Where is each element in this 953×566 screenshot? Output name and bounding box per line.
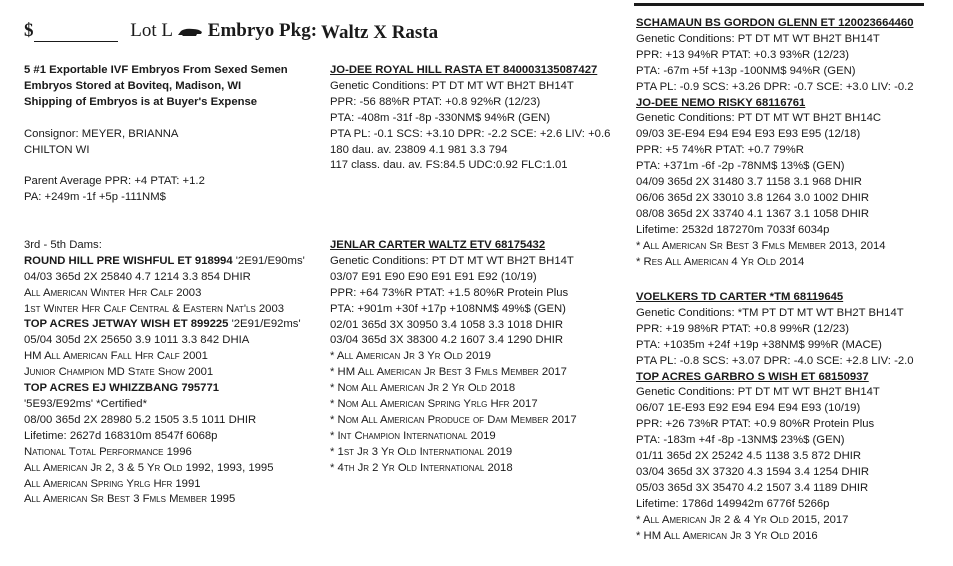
sire-of-dam-name: VOELKERS TD CARTER *TM 68119645 [636, 291, 844, 303]
dam-of-sire-record: 04/09 365d 2X 31480 3.7 1158 3.1 968 DHIR [636, 176, 862, 189]
right-column [636, 16, 914, 271]
dam3-award: All American Sr Best 3 Fmls Member 1995 [24, 493, 236, 506]
consignor-location: CHILTON WI [24, 143, 90, 156]
dam3-award: All American Spring Yrlg Hfr 1991 [24, 477, 201, 490]
dam2-score: '2E91/E92ms' [228, 318, 301, 331]
sire-ppr: PPR: -56 88%R PTAT: +0.8 92%R (12/23) [330, 95, 541, 108]
dam3-award: National Total Performance 1996 [24, 445, 192, 458]
mating-title: Waltz X Rasta [321, 22, 439, 43]
dam2-heading [24, 317, 305, 333]
dam-of-sire-record: 08/08 365d 2X 33740 4.1 1367 3.1 1058 DHIR [636, 207, 870, 220]
dam-of-sire-name: JO-DEE NEMO RISKY 68116761 [636, 96, 806, 109]
top-rule [634, 3, 924, 6]
sire-daughter-average: 180 dau. av. 23809 4.1 981 3.3 794 [330, 143, 508, 156]
middle-dam-block [330, 238, 577, 477]
sire-name: JO-DEE ROYAL HILL RASTA ET 840003135087427 [330, 64, 598, 76]
dam-of-sire-classification: 09/03 3E-E94 E94 E94 E93 E93 E95 (12/18) [636, 128, 861, 141]
dam3-lifetime: Lifetime: 2627d 168310m 8547f 6068p [24, 429, 218, 442]
dam2-name: TOP ACRES JETWAY WISH ET 899225 [24, 318, 229, 331]
dam-of-dam-genetic: Genetic Conditions: PT DT MT WT BH2T BH14T [636, 386, 880, 399]
dam2-record: 05/04 305d 2X 25650 3.9 1011 3.3 842 DHIA [24, 334, 250, 347]
dam-classification: 03/07 E91 E90 E90 E91 E91 E92 (10/19) [330, 270, 537, 283]
sire-classified-daughters: 117 class. dau. av. FS:84.5 UDC:0.92 FLC:1.01 [330, 159, 568, 172]
sire-of-dam-pta-pl: PTA PL: -0.8 SCS: +3.07 DPR: -4.0 SCE: +2.8 LIV: -2.0 [636, 354, 914, 367]
dam-of-dam-pta: PTA: -183m +4f -8p -13NM$ 23%$ (GEN) [636, 434, 845, 447]
dam-of-dam-record: 03/04 365d 3X 37320 4.3 1594 3.4 1254 DHIR [636, 465, 870, 478]
right-lower-block [636, 290, 914, 545]
dam-of-dam-lifetime: Lifetime: 1786d 149942m 6776f 5266p [636, 497, 830, 510]
sire-of-sire-name: SCHAMAUN BS GORDON GLENN ET 120023664460 [636, 17, 914, 29]
dam-of-sire-award: * All American Sr Best 3 Fmls Member 2013, 2014 [636, 239, 886, 252]
dam3-award: All American Jr 2, 3 & 5 Yr Old 1992, 1993, 1995 [24, 461, 274, 474]
middle-column [330, 63, 610, 174]
price-blank [34, 25, 118, 42]
dam-pta: PTA: +901m +30f +17p +108NM$ 49%$ (GEN) [330, 302, 566, 315]
offer-line-1: 5 #1 Exportable IVF Embryos From Sexed Semen [24, 64, 288, 76]
sire-of-sire-pta: PTA: -67m +5f +13p -100NM$ 94%R (GEN) [636, 64, 856, 77]
dam-of-sire-pta: PTA: +371m -6f -2p -78NM$ 13%$ (GEN) [636, 160, 845, 173]
parent-average-ppr: Parent Average PPR: +4 PTAT: +1.2 [24, 175, 205, 188]
package-label: Embryo Pkg: [207, 20, 318, 41]
sire-of-sire-ppr: PPR: +13 94%R PTAT: +0.3 93%R (12/23) [636, 48, 850, 61]
dam1-score: '2E91/E90ms' [232, 254, 305, 267]
dam-award: * HM All American Jr Best 3 Fmls Member 2017 [330, 366, 567, 379]
dam-award: * All American Jr 3 Yr Old 2019 [330, 350, 491, 363]
dam-of-sire-genetic: Genetic Conditions: PT DT MT WT BH2T BH14C [636, 112, 882, 125]
dam-record: 02/01 365d 3X 30950 3.4 1058 3.3 1018 DHIR [330, 318, 564, 331]
dam-of-dam-record: 05/03 365d 3X 35470 4.2 1507 3.4 1189 DHIR [636, 481, 869, 494]
dam2-award: Junior Champion MD State Show 2001 [24, 366, 214, 379]
dam-of-sire-award: * Res All American 4 Yr Old 2014 [636, 255, 805, 268]
lot-header [24, 20, 317, 42]
offer-line-2: Embryos Stored at Boviteq, Madison, WI [24, 79, 242, 92]
dam1-record: 04/03 365d 2X 25840 4.7 1214 3.3 854 DHIR [24, 270, 251, 283]
dams-heading: 3rd - 5th Dams: [24, 238, 102, 251]
dam-record: 03/04 365d 3X 38300 4.2 1607 3.4 1290 DHIR [330, 334, 564, 347]
dam-of-dam-award: * All American Jr 2 & 4 Yr Old 2015, 2017 [636, 513, 849, 526]
sire-of-dam-pta: PTA: +1035m +24f +19p +38NM$ 99%R (MACE) [636, 338, 882, 351]
dam-of-dam-ppr: PPR: +26 73%R PTAT: +0.9 80%R Protein Plus [636, 418, 875, 431]
dam-of-dam-award: * HM All American Jr 3 Yr Old 2016 [636, 529, 818, 542]
dam-genetic-conditions: Genetic Conditions: PT DT MT WT BH2T BH14T [330, 254, 574, 267]
dam-award: * Int Champion International 2019 [330, 429, 496, 442]
dollar-sign: $ [24, 20, 34, 41]
left-column [24, 63, 305, 508]
dam-award: * 1st Jr 3 Yr Old International 2019 [330, 445, 513, 458]
dam1-award: 1st Winter Hfr Calf Central & Eastern Nat'ls 2003 [24, 302, 285, 315]
dam-of-sire-record: 06/06 365d 2X 33010 3.8 1264 3.0 1002 DHIR [636, 191, 870, 204]
parent-average-pa: PA: +249m -1f +5p -111NM$ [24, 191, 166, 204]
sire-pta: PTA: -408m -31f -8p -330NM$ 94%R (GEN) [330, 111, 551, 124]
dam-award: * 4th Jr 2 Yr Old International 2018 [330, 461, 513, 474]
dam-award: * Nom All American Produce of Dam Member 2017 [330, 413, 577, 426]
dam-of-dam-record: 01/11 365d 2X 25242 4.5 1138 3.5 872 DHIR [636, 450, 862, 463]
dam-of-dam-name: TOP ACRES GARBRO S WISH ET 68150937 [636, 370, 869, 383]
sire-of-dam-ppr: PPR: +19 98%R PTAT: +0.8 99%R (12/23) [636, 322, 850, 335]
dam-of-sire-ppr: PPR: +5 74%R PTAT: +0.7 79%R [636, 144, 804, 157]
lot-label: Lot L [130, 20, 173, 41]
dam3-record: 08/00 365d 2X 28980 5.2 1505 3.5 1011 DHIR [24, 413, 257, 426]
dam2-award: HM All American Fall Hfr Calf 2001 [24, 350, 208, 363]
dam-of-sire-lifetime: Lifetime: 2532d 187270m 7033f 6034p [636, 223, 830, 236]
dam1-name: ROUND HILL PRE WISHFUL ET 918994 [24, 254, 233, 267]
sire-of-sire-genetic: Genetic Conditions: PT DT MT WT BH2T BH14T [636, 32, 880, 45]
dam1-heading [24, 254, 305, 270]
cow-icon [177, 27, 203, 37]
consignor-line: Consignor: MEYER, BRIANNA [24, 127, 179, 140]
offer-line-3: Shipping of Embryos is at Buyer's Expense [24, 95, 258, 108]
dam3-name: TOP ACRES EJ WHIZZBANG 795771 [24, 382, 220, 395]
dam-award: * Nom All American Jr 2 Yr Old 2018 [330, 382, 516, 395]
sire-of-dam-genetic: Genetic Conditions: *TM PT DT MT WT BH2T BH14T [636, 306, 904, 319]
sire-genetic-conditions: Genetic Conditions: PT DT MT WT BH2T BH14T [330, 79, 574, 92]
dam-ppr: PPR: +64 73%R PTAT: +1.5 80%R Protein Plus [330, 286, 569, 299]
sire-pta-pl: PTA PL: -0.1 SCS: +3.10 DPR: -2.2 SCE: +2.6 LIV: +0.6 [330, 127, 611, 140]
dam-name: JENLAR CARTER WALTZ ETV 68175432 [330, 239, 546, 251]
dam-award: * Nom All American Spring Yrlg Hfr 2017 [330, 398, 538, 411]
sire-of-sire-pta-pl: PTA PL: -0.9 SCS: +3.26 DPR: -0.7 SCE: +3.0 LIV: -0.2 [636, 80, 914, 93]
dam3-score: '5E93/E92ms' *Certified* [24, 397, 147, 410]
dam-of-dam-classification: 06/07 1E-E93 E92 E94 E94 E94 E93 (10/19) [636, 402, 861, 415]
dam1-award: All American Winter Hfr Calf 2003 [24, 286, 202, 299]
